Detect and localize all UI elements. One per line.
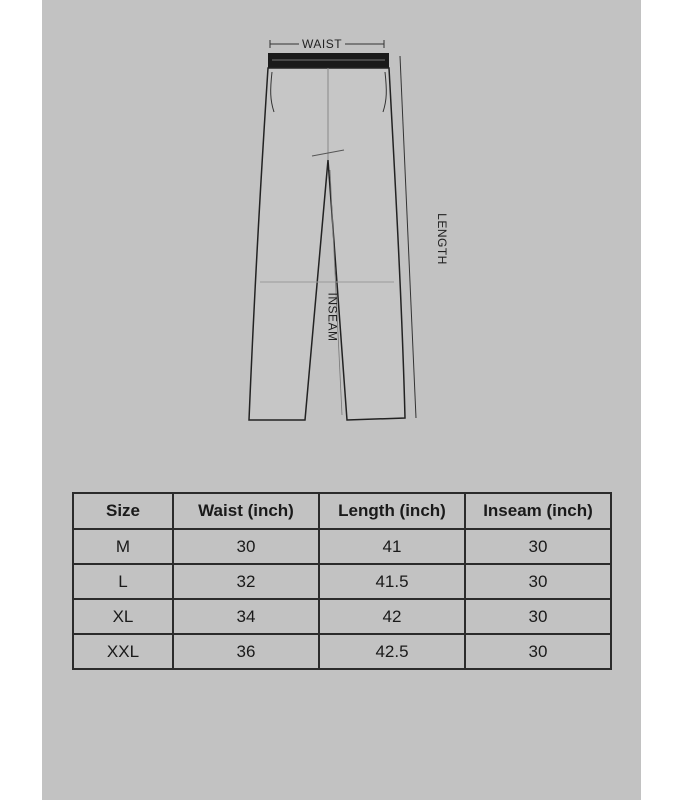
pants-outline (249, 68, 405, 420)
cell-inseam: 30 (465, 634, 611, 669)
cell-inseam: 30 (465, 599, 611, 634)
cell-waist: 32 (173, 564, 319, 599)
inseam-label: INSEAM (325, 292, 340, 342)
cell-length: 42.5 (319, 634, 465, 669)
table-header-row (73, 493, 611, 529)
cell-size: XL (73, 599, 173, 634)
table-row (73, 564, 611, 599)
header-waist: Waist (inch) (173, 493, 319, 529)
cell-inseam: 30 (465, 564, 611, 599)
pants-diagram (42, 0, 641, 440)
size-chart-panel (42, 0, 641, 800)
waist-label: WAIST (299, 37, 345, 51)
cell-waist: 36 (173, 634, 319, 669)
table-row (73, 634, 611, 669)
cell-length: 41 (319, 529, 465, 564)
cell-length: 42 (319, 599, 465, 634)
cell-size: L (73, 564, 173, 599)
table-row (73, 529, 611, 564)
cell-inseam: 30 (465, 529, 611, 564)
header-size: Size (73, 493, 173, 529)
pants-illustration (42, 0, 641, 440)
cell-length: 41.5 (319, 564, 465, 599)
cell-waist: 30 (173, 529, 319, 564)
header-inseam: Inseam (inch) (465, 493, 611, 529)
cell-size: XXL (73, 634, 173, 669)
length-label: LENGTH (434, 213, 449, 265)
size-table (72, 492, 612, 670)
table-row (73, 599, 611, 634)
header-length: Length (inch) (319, 493, 465, 529)
cell-waist: 34 (173, 599, 319, 634)
cell-size: M (73, 529, 173, 564)
